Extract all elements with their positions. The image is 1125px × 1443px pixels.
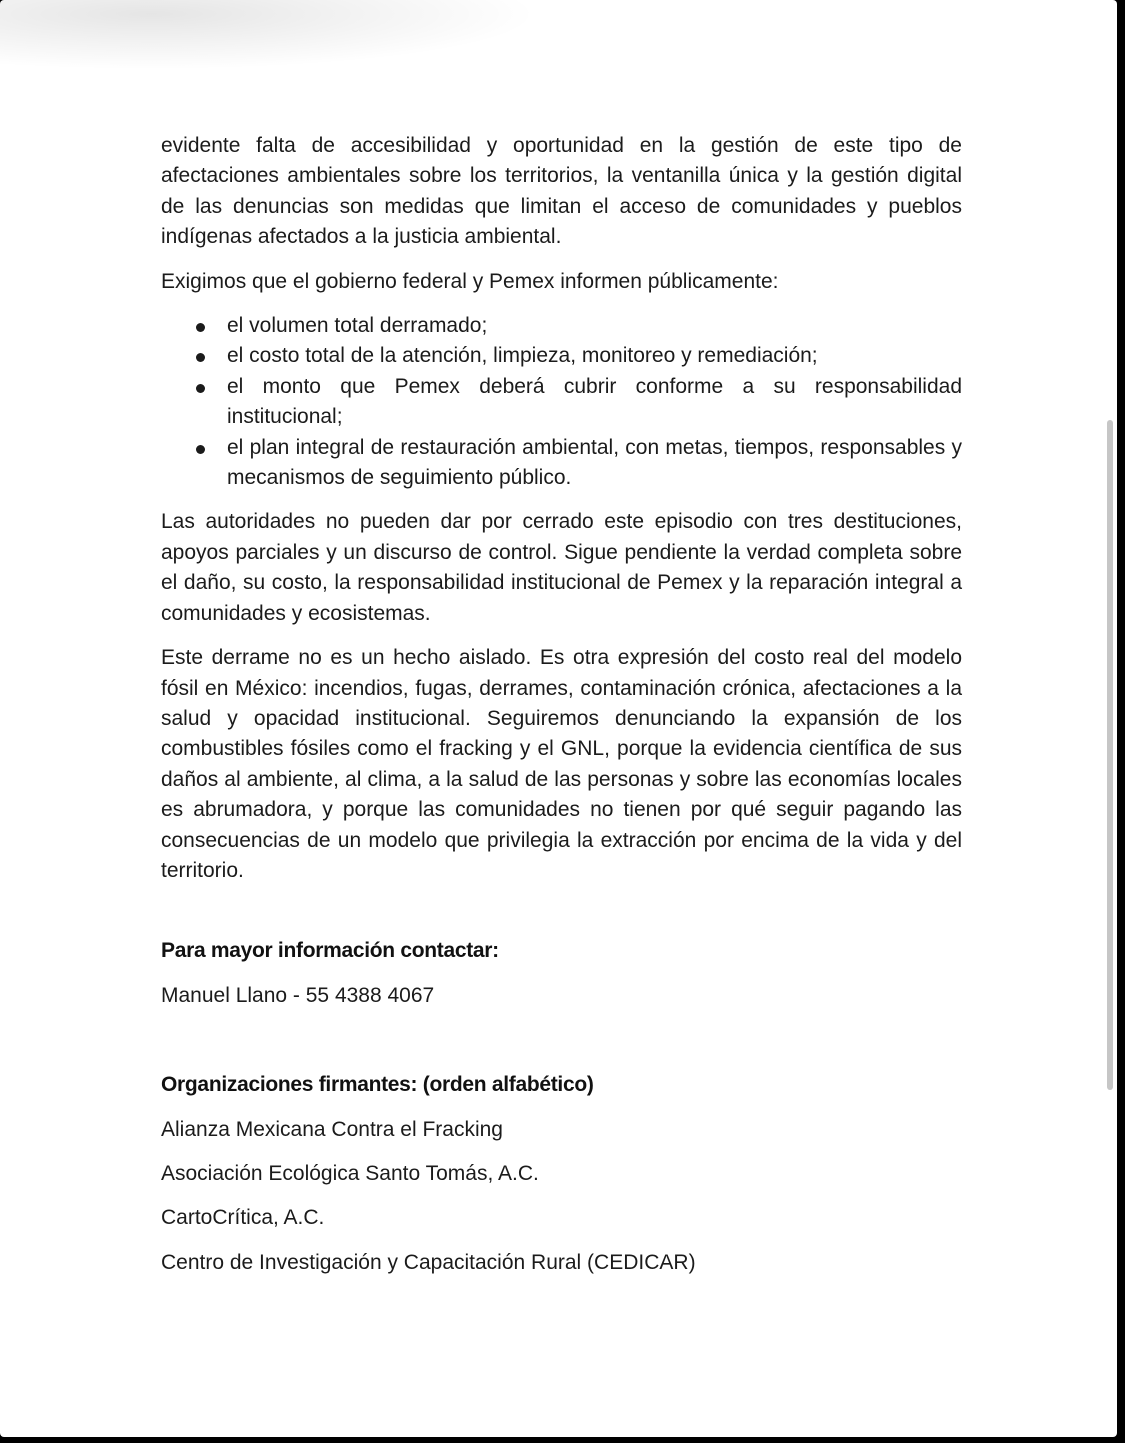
- list-item: CartoCrítica, A.C.: [161, 1206, 325, 1230]
- list-item: el plan integral de restauración ambiental, con metas, tiempos, responsables y mecanismos de seguimiento público.: [161, 433, 962, 494]
- top-shadow: [0, 0, 540, 70]
- list-item: Asociación Ecológica Santo Tomás, A.C.: [161, 1161, 539, 1185]
- bullet-icon: [196, 353, 205, 362]
- organizations-heading: Organizaciones firmantes: (orden alfabético): [161, 1073, 594, 1097]
- paragraph-authorities: Las autoridades no pueden dar por cerrado este episodio con tres destituciones, apoyos parciales y un discurso de control. Sigue pendiente la verdad completa sobre el daño, su costo, la responsabilidad institucional de Pemex y la reparación integral a comunidades y ecosistemas.: [161, 510, 962, 625]
- scrollbar[interactable]: [1107, 420, 1113, 1090]
- organizations-list: [161, 1115, 962, 1279]
- paragraph-accessibility: evidente falta de accesibilidad y oportunidad en la gestión de este tipo de afectaciones ambientales sobre los territorios, la ventanilla única y la gestión digital de las denuncias son medidas que limitan el acceso de comunidades y pueblos indígenas afectados a la justicia ambiental.: [161, 134, 962, 249]
- paragraph-fossil-model: Este derrame no es un hecho aislado. Es otra expresión del costo real del modelo fósil en México: incendios, fugas, derrames, contaminación crónica, afectaciones a la salud y opacidad institucional. Seguiremos denunciando la expansión de los combustibles fósiles como el fracking y el GNL, porque la evidencia científica de sus daños al ambiente, al clima, a la salud de las personas y sobre las economías locales es abrumadora, y porque las comunidades no tienen por qué seguir pagando las consecuencias de un modelo que privilegia la extracción por encima de la vida y del territorio.: [161, 646, 962, 882]
- bullet-icon: [196, 323, 205, 332]
- contact-line: Manuel Llano - 55 4388 4067: [161, 983, 435, 1007]
- bullet-icon: [196, 384, 205, 393]
- demands-list: [161, 311, 962, 493]
- bullet-icon: [196, 445, 205, 454]
- list-item: el costo total de la atención, limpieza, monitoreo y remediación;: [161, 341, 962, 371]
- list-item: el monto que Pemex deberá cubrir conforme a su responsabilidad institucional;: [161, 372, 962, 433]
- contact-heading: Para mayor información contactar:: [161, 939, 499, 963]
- list-item: Alianza Mexicana Contra el Fracking: [161, 1117, 503, 1141]
- list-item: Centro de Investigación y Capacitación Rural (CEDICAR): [161, 1250, 696, 1274]
- document-body: [161, 131, 962, 1292]
- list-item: el volumen total derramado;: [161, 311, 962, 341]
- paragraph-demands-intro: Exigimos que el gobierno federal y Pemex informen públicamente:: [161, 269, 779, 293]
